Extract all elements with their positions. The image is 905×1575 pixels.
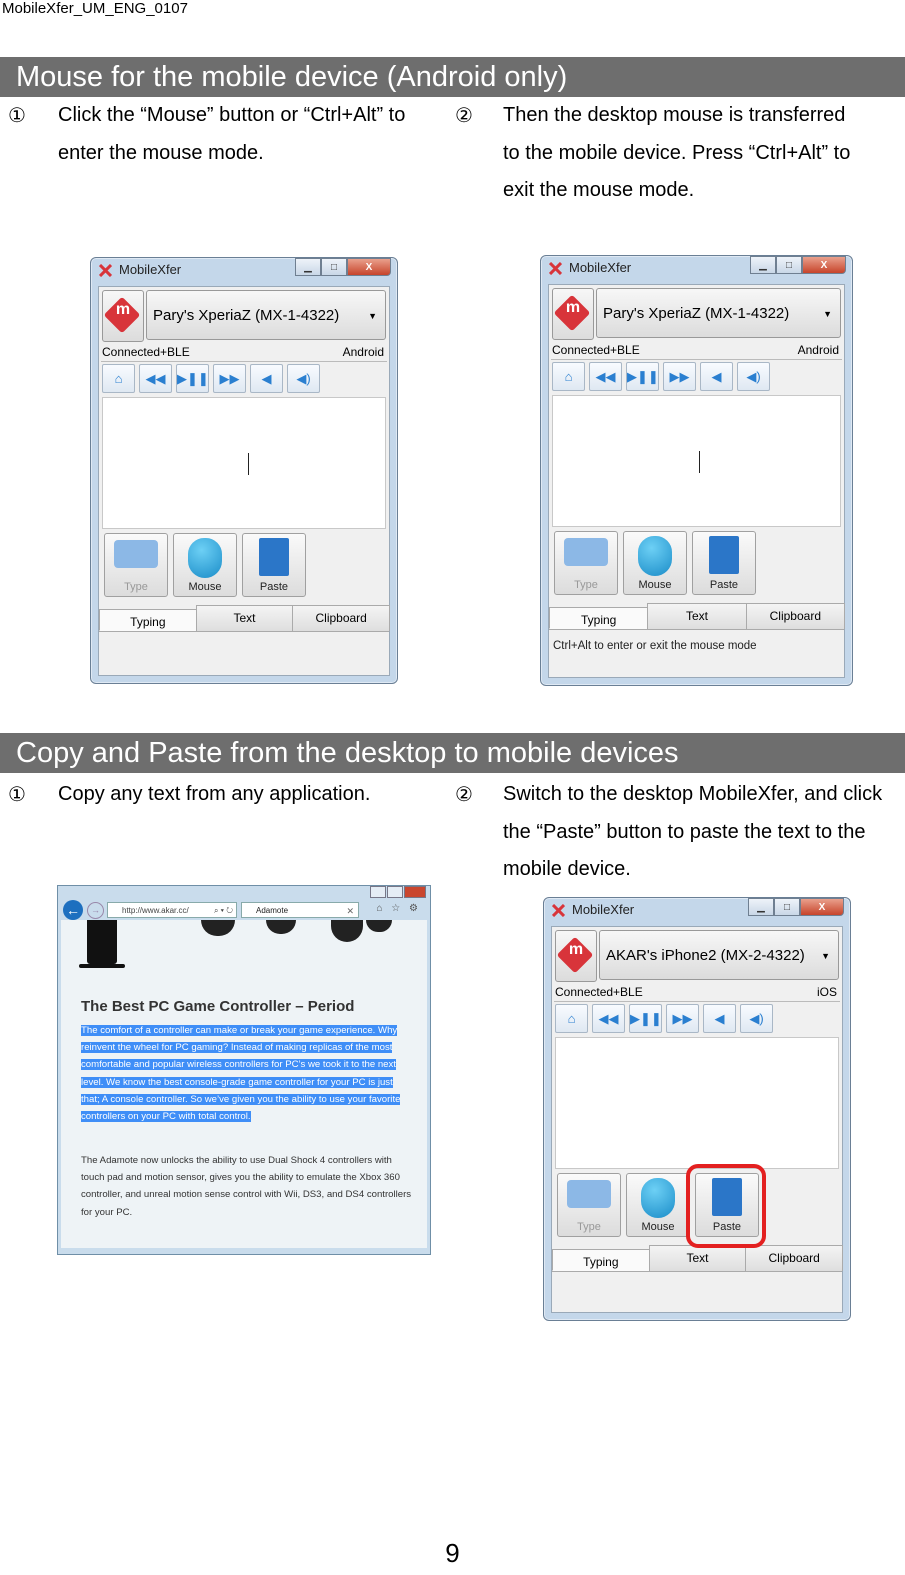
action-buttons	[104, 533, 311, 597]
mouse-button[interactable]	[623, 531, 687, 595]
forward-icon[interactable]: →	[87, 902, 104, 919]
home-icon[interactable]: ⌂	[102, 364, 135, 393]
paste-icon	[259, 538, 289, 576]
paste-label: Paste	[709, 579, 739, 591]
connection-status	[552, 343, 839, 357]
step-text: Click the “Mouse” button or “Ctrl+Alt” to enter the mouse mode.	[58, 104, 406, 164]
fast-forward-icon[interactable]: ▶▶	[666, 1004, 699, 1033]
tab-clipboard[interactable]: Clipboard	[745, 1245, 843, 1271]
volume-down-icon[interactable]: ◀	[703, 1004, 736, 1033]
window-controls	[748, 898, 844, 917]
browser-window	[57, 885, 431, 1255]
section-title-copy-paste: Copy and Paste from the desktop to mobile devices	[0, 733, 905, 773]
device-os: iOS	[816, 985, 837, 999]
device-select[interactable]	[599, 930, 839, 980]
tab-text[interactable]: Text	[196, 605, 294, 631]
logo-letter: m	[568, 941, 584, 958]
product-image	[87, 920, 117, 964]
search-icon[interactable]: ⌕ ▾ ↻	[213, 906, 233, 915]
device-logo-button[interactable]	[555, 930, 597, 982]
device-logo-button[interactable]	[102, 290, 144, 342]
app-logo-icon	[552, 904, 565, 917]
window-client	[98, 286, 390, 676]
volume-up-icon[interactable]: ◀)	[287, 364, 320, 393]
tab-title: Adamote	[256, 906, 289, 915]
paste-highlight	[686, 1164, 766, 1248]
divider	[551, 359, 842, 360]
tab-typing[interactable]: Typing	[552, 1249, 650, 1271]
mouse-icon	[188, 538, 222, 578]
device-name: Pary's XperiaZ (MX-1-4322)	[153, 307, 340, 324]
minimize-button[interactable]	[370, 886, 386, 898]
step-number: ②	[455, 784, 473, 806]
text-input-area[interactable]	[102, 397, 386, 529]
web-page	[61, 920, 427, 1248]
window-client	[551, 926, 843, 1313]
status-text: Connected+BLE	[102, 345, 190, 359]
article-paragraph: The Adamote now unlocks the ability to use Dual Shock 4 controllers with touch pad and motion sensor, gives you the ability to emulate the Xbox 360 controller, and unreal motion sense control with Wii, DS3, and DS4 controllers for your PC.	[81, 1155, 412, 1218]
step-number: ①	[8, 784, 26, 806]
tab-text[interactable]: Text	[647, 603, 746, 629]
device-name: Pary's XperiaZ (MX-1-4322)	[603, 305, 790, 322]
browser-icons[interactable]: ⌂ ☆ ⚙	[376, 903, 421, 914]
mobilexfer-window	[543, 897, 851, 1321]
device-select[interactable]	[146, 290, 386, 340]
browser-toolbar	[61, 900, 427, 920]
home-icon[interactable]: ⌂	[552, 362, 585, 391]
volume-down-icon[interactable]: ◀	[700, 362, 733, 391]
maximize-button[interactable]: □	[776, 256, 802, 274]
rewind-icon[interactable]: ◀◀	[592, 1004, 625, 1033]
controller-image	[201, 920, 235, 936]
step-number: ①	[8, 105, 26, 127]
selected-text[interactable]	[81, 1022, 411, 1125]
tab-bar	[549, 603, 844, 630]
media-toolbar	[102, 364, 324, 393]
connection-status	[555, 985, 837, 999]
media-toolbar	[555, 1004, 777, 1033]
type-label: Type	[577, 1221, 601, 1233]
paste-label: Paste	[712, 1221, 742, 1233]
step-number: ②	[455, 105, 473, 127]
text-input-area[interactable]	[555, 1037, 839, 1169]
chevron-down-icon: ▼	[821, 951, 830, 961]
step-text: Copy any text from any application.	[58, 783, 371, 805]
text-cursor	[248, 453, 249, 475]
type-label: Type	[574, 579, 598, 591]
close-tab-icon[interactable]: ✕	[346, 906, 354, 916]
close-button[interactable]: X	[347, 258, 391, 276]
mouse-label: Mouse	[641, 1221, 675, 1233]
divider	[554, 1001, 840, 1002]
maximize-button[interactable]	[387, 886, 403, 898]
mouse-mode-hint: Ctrl+Alt to enter or exit the mouse mode	[553, 640, 757, 652]
volume-up-icon[interactable]: ◀)	[737, 362, 770, 391]
paste-button[interactable]	[692, 531, 756, 595]
mouse-button[interactable]	[626, 1173, 690, 1237]
rewind-icon[interactable]: ◀◀	[589, 362, 622, 391]
mobilexfer-window	[90, 257, 398, 684]
text-input-area[interactable]	[552, 395, 841, 527]
product-image	[79, 964, 125, 968]
rewind-icon[interactable]: ◀◀	[139, 364, 172, 393]
minimize-button[interactable]: ▁	[750, 256, 776, 274]
tab-bar	[99, 605, 389, 632]
status-text: Connected+BLE	[552, 343, 640, 357]
status-text: Connected+BLE	[555, 985, 643, 999]
mobilexfer-window	[540, 255, 853, 686]
tab-bar	[552, 1245, 842, 1272]
page-number: 9	[445, 1538, 460, 1568]
mouse-label: Mouse	[188, 581, 222, 593]
fast-forward-icon[interactable]: ▶▶	[663, 362, 696, 391]
home-icon[interactable]: ⌂	[555, 1004, 588, 1033]
step-text: Then the desktop mouse is transferred to the mobile device. Press “Ctrl+Alt” to exit the mouse mode.	[503, 104, 851, 201]
type-button[interactable]	[557, 1173, 621, 1237]
browser-window-controls	[369, 886, 426, 898]
tab-typing[interactable]: Typing	[549, 607, 648, 629]
divider	[101, 361, 387, 362]
close-button[interactable]: X	[802, 256, 846, 274]
window-controls	[750, 256, 846, 275]
back-icon[interactable]: ←	[63, 900, 83, 920]
play-pause-icon[interactable]: ▶❚❚	[176, 364, 209, 393]
text-cursor	[699, 451, 700, 473]
device-os: Android	[797, 343, 839, 357]
mouse-label: Mouse	[638, 579, 672, 591]
tab-clipboard[interactable]: Clipboard	[292, 605, 390, 631]
volume-down-icon[interactable]: ◀	[250, 364, 283, 393]
action-buttons	[554, 531, 761, 595]
controller-image	[331, 920, 363, 942]
mouse-icon	[638, 536, 672, 576]
window-title: MobileXfer	[119, 262, 182, 277]
browser-tab[interactable]	[241, 902, 359, 918]
keyboard-icon	[114, 540, 158, 568]
minimize-button[interactable]: ▁	[295, 258, 321, 276]
keyboard-icon	[564, 538, 608, 566]
article-heading: The Best PC Game Controller – Period	[81, 998, 355, 1015]
close-button[interactable]: X	[800, 898, 844, 916]
tab-clipboard[interactable]: Clipboard	[746, 603, 845, 629]
paste-label: Paste	[259, 581, 289, 593]
window-controls	[295, 258, 391, 277]
tab-typing[interactable]: Typing	[99, 609, 197, 631]
window-client	[548, 284, 845, 678]
mouse-button[interactable]	[173, 533, 237, 597]
window-title: MobileXfer	[572, 902, 635, 917]
media-toolbar	[552, 362, 774, 391]
controller-image	[366, 920, 392, 932]
paste-button[interactable]	[242, 533, 306, 597]
device-logo-button[interactable]	[552, 288, 594, 340]
keyboard-icon	[567, 1180, 611, 1208]
address-bar[interactable]	[107, 902, 237, 918]
app-logo-icon	[99, 264, 112, 277]
type-button[interactable]	[104, 533, 168, 597]
document-id: MobileXfer_UM_ENG_0107	[2, 0, 188, 17]
logo-letter: m	[115, 301, 131, 318]
maximize-button[interactable]: □	[774, 898, 800, 916]
paste-icon	[709, 536, 739, 574]
type-label: Type	[124, 581, 148, 593]
app-logo-icon	[549, 262, 562, 275]
window-title: MobileXfer	[569, 260, 632, 275]
play-pause-icon[interactable]: ▶❚❚	[629, 1004, 662, 1033]
step-text: Switch to the desktop MobileXfer, and click the “Paste” button to paste the text to the mobile device.	[503, 783, 883, 880]
play-pause-icon[interactable]: ▶❚❚	[626, 362, 659, 391]
chevron-down-icon: ▼	[368, 311, 377, 321]
minimize-button[interactable]: ▁	[748, 898, 774, 916]
mouse-icon	[641, 1178, 675, 1218]
close-button[interactable]	[404, 886, 426, 898]
controller-image	[266, 920, 296, 934]
connection-status	[102, 345, 384, 359]
selected-text-content: The comfort of a controller can make or break your game experience. Why reinvent the wheel for PC gaming? Instead of making replicas of the most comfortable and popular wireless controllers for PC’s we took it to the next level. We know the best console-grade game controller for your PC is just that; A console controller. So we’ve given you the ability to use your favorite controllers on your PC with total control.	[81, 1025, 401, 1123]
chevron-down-icon: ▼	[823, 309, 832, 319]
device-os: Android	[342, 345, 384, 359]
volume-up-icon[interactable]: ◀)	[740, 1004, 773, 1033]
type-button[interactable]	[554, 531, 618, 595]
url-text: http://www.akar.cc/	[122, 906, 189, 915]
section-title-mouse: Mouse for the mobile device (Android only)	[0, 57, 905, 97]
device-select[interactable]	[596, 288, 841, 338]
maximize-button[interactable]: □	[321, 258, 347, 276]
fast-forward-icon[interactable]: ▶▶	[213, 364, 246, 393]
device-name: AKAR's iPhone2 (MX-2-4322)	[606, 947, 805, 964]
logo-letter: m	[565, 299, 581, 316]
tab-text[interactable]: Text	[649, 1245, 747, 1271]
